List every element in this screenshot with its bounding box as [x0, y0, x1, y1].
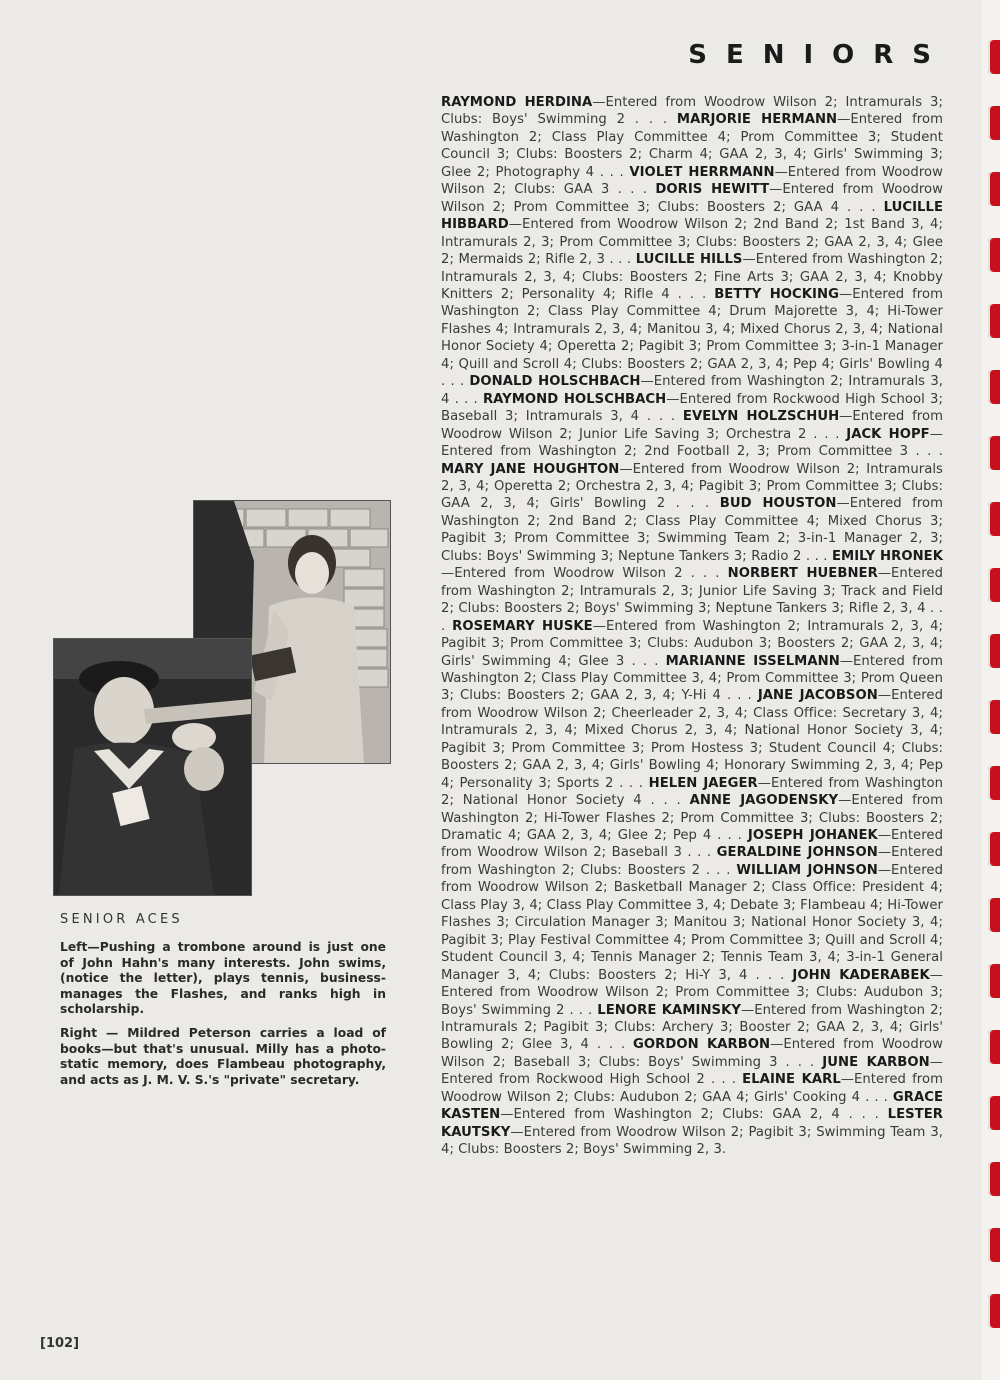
student-activities: —Entered from Woodrow Wilson 2; Clubs: GAA 3 . . .: [441, 164, 943, 198]
student-name: ROSEMARY HUSKE: [452, 618, 593, 634]
student-name: JOSEPH JOHANEK: [747, 828, 878, 844]
student-activities: —Entered from Woodrow Wilson 2; Junior Life Saving 3; Orchestra 2 . . .: [441, 409, 944, 442]
student-name: MARY JANE HOUGHTON: [441, 461, 620, 477]
binding-tab: [988, 964, 1000, 998]
student-name: WILLIAM JOHNSON: [736, 862, 878, 878]
student-name: RAYMOND HOLSCHBACH: [482, 391, 667, 407]
binding-tab: [988, 1294, 1000, 1328]
student-name: HELEN JAEGER: [648, 775, 758, 791]
student-activities: —Entered from Woodrow Wilson 2; Basketball Manager 2; Class Office: President 4; Class Play 3, 4; Class Play Committee 3, 4; Debate 3; Flambeau 4; Hi-Tower Flashes 3; Circulation Manager 3; Manitou 3; National Honor Society 3, 4; Pagibit 3; Play Festival Committee 4; Prom Committee 3; Quill and Scroll 4; Student Council 3, 4; Tennis Manager 2; Tennis Team 3, 4; 3-in-1 General Manager 3, 4; Clubs: Boosters 2; Hi-Y 3, 4 . . .: [441, 862, 943, 983]
binding-tab: [988, 106, 1000, 140]
student-activities: —Entered from Woodrow Wilson 2; Prom Committee 3; Clubs: Audubon 3; Boys' Swimming 2 . . .: [441, 967, 943, 1018]
student-name: EVELYN HOLZSCHUH: [682, 409, 840, 425]
student-activities: —Entered from Washington 2; Intramurals 2, 3, 4; Pagibit 3; Prom Committee 3; Clubs: Audubon 3; Boosters 2; GAA 2, 3, 4; Girls' Swimming 4; Glee 3 . . .: [441, 618, 944, 669]
student-activities: —Entered from Washington 2; Intramurals 2, 3; Junior Life Saving 3; Track and Field 2; Clubs: Boosters 2; Boys' Swimming 3; Neptune Tankers 3; Rifle 2, 3, 4 . . .: [441, 566, 943, 634]
binding-tab: [988, 40, 1000, 74]
binding-tab: [988, 370, 1000, 404]
student-name: GERALDINE JOHNSON: [716, 845, 878, 861]
student-activities: —Entered from Woodrow Wilson 2; Pagibit 3; Swimming Team 3, 4; Clubs: Boosters 2; Boys' Swimming 2, 3.: [441, 1124, 943, 1158]
student-activities: —Entered from Woodrow Wilson 2; Baseball 3; Clubs: Boys' Swimming 3 . . .: [441, 1037, 943, 1070]
photo-john-hahn: [53, 638, 252, 896]
student-activities: —Entered from Woodrow Wilson 2; Clubs: Audubon 2; GAA 4; Girls' Cooking 4 . . .: [441, 1072, 943, 1105]
page-number: [102]: [40, 1336, 80, 1351]
binding-tab: [988, 436, 1000, 470]
student-name: DONALD HOLSCHBACH: [469, 374, 641, 390]
student-activities: —Entered from Washington 2; 2nd Band 2; Class Play Committee 4; Mixed Chorus 3; Pagibit 3; Prom Committee 3; Swimming Team 2; 3-in-1 Manager 2, 3; Clubs: Boys' Swimming 3; Neptune Tankers 3; Radio 2 . . .: [441, 496, 944, 564]
binding-tab: [988, 766, 1000, 800]
student-name: VIOLET HERRMANN: [629, 164, 775, 180]
student-name: MARIANNE ISSELMANN: [665, 653, 840, 669]
student-activities: —Entered from Woodrow Wilson 2; Intramurals 2, 3, 4; Operetta 2; Orchestra 2, 3, 4; Pagibit 3; Prom Committee 3; Clubs: GAA 2, 3, 4; Girls' Bowling 2 . . .: [441, 461, 943, 512]
student-name: LUCILLE HILLS: [635, 252, 743, 268]
student-activities: —Entered from Washington 2; 2nd Football 2, 3; Prom Committee 3 . . .: [441, 426, 943, 460]
student-activities: —Entered from Rockwood High School 2 . . .: [441, 1054, 943, 1088]
student-activities: —Entered from Woodrow Wilson 2 . . .: [441, 566, 728, 582]
student-name: LENORE KAMINSKY: [597, 1002, 741, 1018]
binding-tab: [988, 502, 1000, 536]
caption-left: Left—Pushing a trombone around is just one of John Hahn's many interests. John swims, (notice the letter), plays tennis, business-manages the Flashes, and ranks high in scholarship.: [60, 940, 386, 1017]
student-name: JOHN KADERABEK: [792, 967, 930, 983]
binding-tab: [988, 832, 1000, 866]
student-activities: —Entered from Rockwood High School 3; Baseball 3; Intramurals 3, 4 . . .: [441, 391, 943, 425]
student-name: BUD HOUSTON: [719, 496, 837, 512]
student-name: GORDON KARBON: [633, 1037, 771, 1053]
student-name: DORIS HEWITT: [655, 182, 770, 198]
student-activities: —Entered from Washington 2; Class Play Committee 3, 4; Prom Committee 3; Prom Queen 3; Clubs: Boosters 2; GAA 2, 3, 4; Y-Hi 4 . . .: [441, 653, 944, 704]
student-activities: —Entered from Woodrow Wilson 2; 2nd Band 2; 1st Band 3, 4; Intramurals 2, 3; Prom Committee 3; Clubs: Boosters 2; GAA 2, 3, 4; Glee 2; Mermaids 2; Rifle 2, 3 . . .: [441, 217, 943, 268]
student-activities: —Entered from Washington 2; Intramurals 3, 4 . . .: [441, 374, 944, 407]
student-activities: —Entered from Washington 2; Intramurals 2, 3, 4; Clubs: Boosters 2; Fine Arts 3; GAA 2, 3, 4; Knobby Knitters 2; Personality 4; Rifle 4 . . .: [441, 252, 943, 302]
student-name: JACK HOPF: [846, 426, 930, 442]
spiral-binding: [982, 0, 1000, 1380]
student-activities: —Entered from Washington 2; Class Play Committee 4; Drum Majorette 3, 4; Hi-Tower Flashes 4; Intramurals 2, 3, 4; Manitou 3, 4; Mixed Chorus 2, 3, 4; National Honor Society 4; Operetta 2; Pagibit 3; Prom Committee 3; 3-in-1 Manager 4; Quill and Scroll 4; Clubs: Boosters 2; GAA 2, 3, 4; Pep 4; Girls' Bowling 4 . . .: [441, 286, 944, 390]
binding-tab: [988, 1030, 1000, 1064]
student-name: JUNE KARBON: [822, 1054, 930, 1070]
page-title: SENIORS: [688, 40, 950, 70]
binding-tab: [988, 1096, 1000, 1130]
student-activities: —Entered from Woodrow Wilson 2; Cheerleader 2, 3, 4; Class Office: Secretary 3, 4; Intramurals 2, 3, 4; Mixed Chorus 2, 3, 4; National Honor Society 3, 4; Pagibit 3; Prom Committee 3; Prom Hostess 3; Student Council 4; Clubs: Boosters 2; GAA 2, 3, 4; Girls' Bowling 4; Honorary Swimming 2, 3, 4; Pep 4; Personality 3; Sports 2 . . .: [441, 688, 944, 791]
photo-left-image: [54, 639, 251, 895]
student-name: LUCILLE HIBBARD: [441, 199, 943, 233]
student-activities: —Entered from Woodrow Wilson 2; Prom Committee 3; Clubs: Boosters 2; GAA 4 . . .: [441, 182, 943, 215]
binding-tab: [988, 700, 1000, 734]
binding-tab: [988, 568, 1000, 602]
student-activities: —Entered from Woodrow Wilson 2; Baseball 3 . . .: [441, 828, 943, 861]
student-name: NORBERT HUEBNER: [727, 566, 878, 582]
binding-tab: [988, 238, 1000, 272]
binding-tab: [988, 634, 1000, 668]
student-activities: —Entered from Woodrow Wilson 2; Intramurals 3; Clubs: Boys' Swimming 2 . . .: [441, 95, 943, 128]
binding-tab: [988, 172, 1000, 206]
student-activities: —Entered from Washington 2; Class Play Committee 4; Prom Committee 3; Student Council 3; Clubs: Boosters 2; Charm 4; GAA 2, 3, 4; Girls' Swimming 3; Glee 2; Photography 4 . . .: [441, 112, 944, 180]
student-activities: —Entered from Washington 2; Clubs: Boosters 2 . . .: [441, 845, 944, 878]
student-name: BETTY HOCKING: [714, 286, 839, 302]
student-activities: —Entered from Washington 2; National Honor Society 4 . . .: [441, 775, 944, 809]
binding-tab: [988, 1162, 1000, 1196]
student-name: GRACE KASTEN: [441, 1089, 943, 1123]
student-name: ANNE JAGODENSKY: [689, 793, 839, 809]
caption-title: SENIOR ACES: [60, 912, 183, 927]
student-activities: —Entered from Washington 2; Intramurals 2; Pagibit 3; Clubs: Archery 3; Booster 2; GAA 2, 3, 4; Girls' Bowling 2; Glee 3, 4 . . .: [441, 1002, 943, 1053]
binding-tab: [988, 304, 1000, 338]
student-name: JANE JACOBSON: [757, 688, 878, 704]
student-activities: —Entered from Washington 2; Hi-Tower Flashes 2; Prom Committee 3; Clubs: Boosters 2; Dramatic 4; GAA 2, 3, 4; Glee 2; Pep 4 . . .: [441, 793, 943, 844]
binding-tab: [988, 898, 1000, 932]
student-name: EMILY HRONEK: [831, 548, 943, 564]
student-name: RAYMOND HERDINA: [441, 95, 593, 110]
binding-tab: [988, 1228, 1000, 1262]
student-activities: —Entered from Washington 2; Clubs: GAA 2, 4 . . .: [500, 1107, 888, 1123]
student-name: LESTER KAUTSKY: [441, 1107, 943, 1140]
student-name: MARJORIE HERMANN: [676, 112, 838, 128]
student-name: ELAINE KARL: [742, 1072, 841, 1088]
senior-bios: [441, 94, 943, 1159]
caption-right: Right — Mildred Peterson carries a load of books—but that's unusual. Milly has a photo-static memory, does Flambeau photography, and acts as J. M. V. S.'s "private" secretary.: [60, 1026, 386, 1087]
